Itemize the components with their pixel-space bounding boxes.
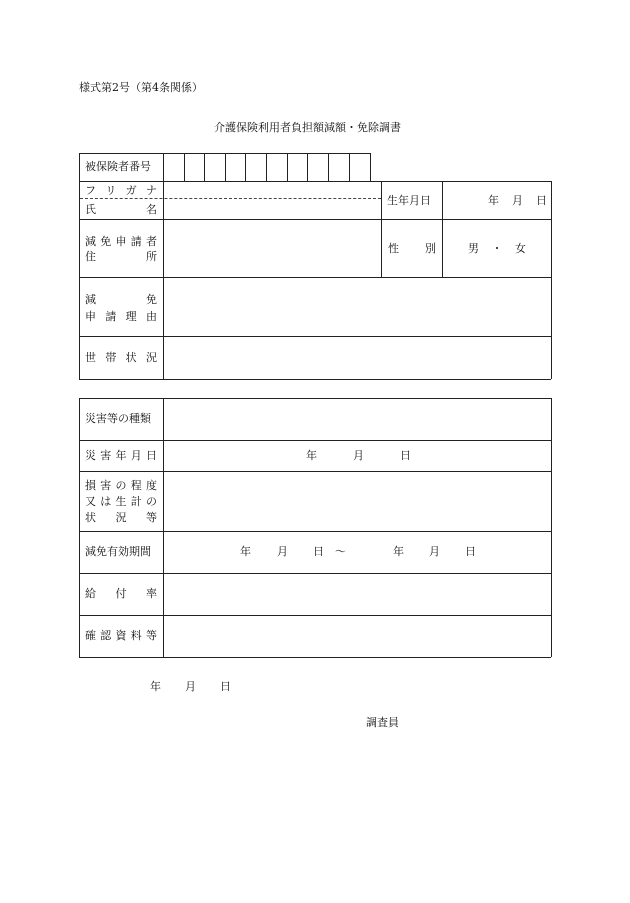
label-char: 免 [146, 293, 157, 306]
table-rule [79, 398, 551, 399]
label-char: 害 [100, 449, 112, 462]
reason-label-line1 [85, 294, 157, 305]
gender-label [388, 243, 436, 254]
label-char: 度 [146, 479, 157, 492]
birthdate-day: 日 [536, 194, 547, 207]
table-rule [79, 181, 551, 182]
disaster-type-label: 災害等の種類 [85, 412, 151, 425]
table-rule [79, 440, 551, 441]
damage-label-line1 [85, 480, 157, 491]
document-title: 介護保険利用者負担額減額・免除調書 [214, 121, 401, 134]
gender-options [468, 243, 526, 254]
table-rule [79, 277, 551, 278]
label-char: 者 [146, 235, 157, 248]
label-char: 等 [146, 511, 157, 524]
table-rule [442, 181, 443, 277]
label-char: 減 [85, 293, 96, 306]
gender-female: 女 [515, 242, 526, 255]
label-char: 年 [115, 449, 127, 462]
insured-number-label: 被保険者番号 [85, 160, 151, 173]
disaster-year: 年 [306, 449, 317, 462]
label-char: 申 [85, 310, 96, 323]
validity-range-separator: ～ [335, 545, 346, 558]
label-char: は [100, 495, 112, 508]
label-char: 況 [115, 511, 127, 524]
label-char: 等 [146, 629, 157, 642]
label-char: 状 [85, 511, 96, 524]
label-char: 給 [85, 587, 96, 600]
table-rule [163, 398, 164, 657]
label-char: 名 [146, 203, 157, 216]
label-char: 申 [115, 235, 127, 248]
table-rule [79, 615, 551, 616]
label-char: 状 [125, 351, 137, 364]
insured-number-box-divider [184, 153, 185, 181]
table-rule [551, 398, 552, 657]
label-char: 害 [100, 479, 112, 492]
label-char: 月 [130, 449, 142, 462]
validity-to-month: 月 [429, 545, 440, 558]
applicant-label-line1 [85, 236, 157, 247]
label-char: 料 [130, 629, 142, 642]
table-rule [551, 181, 552, 379]
insured-number-box-divider [287, 153, 288, 181]
validity-from-month: 月 [277, 545, 288, 558]
table-rule [163, 153, 164, 379]
damage-label-line3 [85, 512, 157, 523]
damage-label-line2 [85, 496, 157, 507]
label-char: 日 [146, 449, 157, 462]
label-char: 減 [85, 235, 96, 248]
footer-date-year: 年 [150, 680, 161, 693]
disaster-month: 月 [353, 449, 364, 462]
disaster-date-label [85, 450, 157, 461]
table-rule [79, 219, 551, 220]
validity-from-day: 日 [313, 545, 324, 558]
insured-number-box-divider [328, 153, 329, 181]
gender-separator: ・ [491, 242, 503, 255]
label-char: フ [85, 184, 96, 197]
benefit-rate-label [85, 588, 157, 599]
table-rule [79, 471, 551, 472]
label-char: 世 [85, 351, 96, 364]
label-char: 計 [130, 495, 142, 508]
furigana-separator [80, 198, 381, 199]
disaster-day: 日 [400, 449, 411, 462]
validity-to-year: 年 [393, 545, 404, 558]
table-rule [79, 657, 551, 658]
label-char: ガ [125, 184, 137, 197]
label-char: 付 [115, 587, 127, 600]
label-char: 請 [105, 310, 117, 323]
insured-number-box-divider [245, 153, 246, 181]
label-char: 資 [115, 629, 127, 642]
label-char: 性 [388, 242, 399, 255]
label-char: 認 [100, 629, 112, 642]
form-number: 様式第2号（第4条関係） [79, 81, 203, 94]
label-char: 請 [130, 235, 142, 248]
household-label [85, 352, 157, 363]
insured-number-box-divider [225, 153, 226, 181]
table-rule [79, 336, 551, 337]
label-char: の [146, 495, 157, 508]
documents-label [85, 630, 157, 641]
label-char: 氏 [85, 203, 96, 216]
label-char: 損 [85, 479, 96, 492]
label-char: 又 [85, 495, 96, 508]
insured-number-box-divider [349, 153, 350, 181]
insured-number-box-divider [204, 153, 205, 181]
gender-male: 男 [468, 242, 479, 255]
insured-number-box-divider [370, 153, 371, 181]
table-rule [79, 379, 551, 380]
insured-number-box-divider [307, 153, 308, 181]
table-rule [79, 531, 551, 532]
label-char: 帯 [105, 351, 117, 364]
investigator-label: 調査員 [366, 716, 399, 729]
validity-to-day: 日 [465, 545, 476, 558]
birthdate-month: 月 [512, 194, 523, 207]
label-char: 率 [146, 587, 157, 600]
label-char: 程 [130, 479, 142, 492]
label-char: ナ [145, 184, 157, 197]
label-char: 災 [85, 449, 96, 462]
label-char: 況 [145, 351, 157, 364]
label-char: 理 [125, 310, 137, 323]
label-char: 住 [85, 250, 96, 263]
birthdate-label: 生年月日 [387, 194, 431, 207]
birthdate-year: 年 [488, 194, 499, 207]
table-rule [381, 181, 382, 277]
validity-label: 減免有効期間 [85, 545, 151, 558]
label-char: リ [105, 184, 117, 197]
insured-number-box-divider [266, 153, 267, 181]
label-char: 確 [85, 629, 96, 642]
label-char: 生 [115, 495, 127, 508]
label-char: の [115, 479, 127, 492]
name-label [85, 204, 157, 215]
label-char: 所 [146, 250, 157, 263]
reason-label-line2 [85, 311, 157, 322]
table-rule [79, 573, 551, 574]
label-char: 別 [425, 242, 436, 255]
footer-date-day: 日 [220, 680, 231, 693]
label-char: 由 [145, 310, 157, 323]
table-rule [79, 153, 80, 379]
address-label [85, 251, 157, 262]
furigana-label [85, 185, 157, 196]
footer-date-month: 月 [185, 680, 196, 693]
table-rule [79, 398, 80, 657]
label-char: 免 [100, 235, 112, 248]
validity-from-year: 年 [240, 545, 251, 558]
